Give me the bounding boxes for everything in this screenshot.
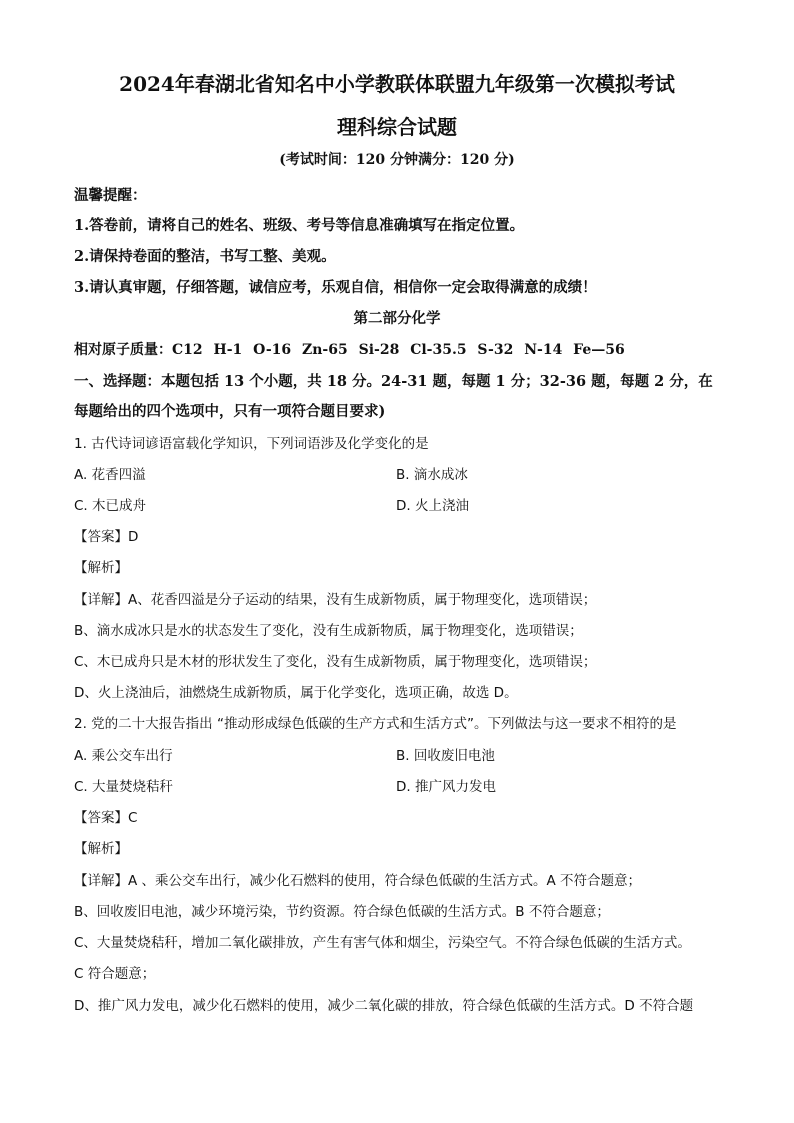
detail-line: 【详解】A 、乘公交车出行，减少化石燃料的使用，符合绿色低碳的生活方式。A 不符合题意；: [74, 873, 642, 889]
detail-line: D、火上浇油后，油燃烧生成新物质，属于化学变化，选项正确，故选 D。: [74, 685, 518, 701]
tip-item: 1.答卷前，请将自己的姓名、班级、考号等信息准确填写在指定位置。: [74, 217, 525, 234]
detail-line: D、推广风力发电，减少化石燃料的使用，减少二氧化碳的排放，符合绿色低碳的生活方式。D 不符合题: [74, 998, 694, 1014]
option-c: C. 木已成舟: [74, 498, 147, 514]
detail-line: C 符合题意；: [74, 966, 156, 982]
exam-title: 2024年春湖北省知名中小学教联体联盟九年级第一次模拟考试: [119, 72, 675, 96]
option-a: A. 乘公交车出行: [74, 748, 173, 764]
tips-heading: 温馨提醒：: [74, 187, 147, 204]
tip-item: 3.请认真审题，仔细答题，诚信应考，乐观自信，相信你一定会取得满意的成绩！: [74, 279, 597, 296]
analysis-label: 【解析】: [74, 560, 128, 576]
option-a: A. 花香四溢: [74, 467, 146, 483]
atomic-mass-line: 相对原子质量：C12 H-1 O-16 Zn-65 Si-28 Cl-35.5 S-32 N-14 Fe—56: [74, 342, 625, 358]
option-b: B. 回收废旧电池: [396, 748, 495, 764]
detail-line: C、大量焚烧秸秆，增加二氧化碳排放，产生有害气体和烟尘，污染空气。不符合绿色低碳的生活方式。: [74, 935, 691, 951]
option-d: D. 推广风力发电: [396, 779, 496, 795]
option-c: C. 大量焚烧秸秆: [74, 779, 174, 795]
detail-line: B、回收废旧电池，减少环境污染，节约资源。符合绿色低碳的生活方式。B 不符合题意；: [74, 904, 610, 920]
detail-line: B、滴水成冰只是水的状态发生了变化，没有生成新物质，属于物理变化，选项错误；: [74, 623, 583, 639]
analysis-label: 【解析】: [74, 841, 128, 857]
part-instructions-line: 一、选择题：本题包括 13 个小题，共 18 分。24-31 题，每题 1 分；32-36 题，每题 2 分，在: [74, 373, 713, 390]
part-instructions-line: 每题给出的四个选项中，只有一项符合题目要求): [74, 403, 386, 420]
answer-line: 【答案】C: [74, 810, 138, 826]
answer-line: 【答案】D: [74, 529, 139, 545]
exam-subtitle: 理科综合试题: [337, 115, 457, 139]
detail-line: 【详解】A、花香四溢是分子运动的结果，没有生成新物质，属于物理变化，选项错误；: [74, 592, 597, 608]
question-stem: 2. 党的二十大报告指出 “推动形成绿色低碳的生产方式和生活方式”。下列做法与这一要求不相符的是: [74, 716, 677, 732]
question-stem: 1. 古代诗词谚语富载化学知识，下列词语涉及化学变化的是: [74, 436, 429, 452]
tip-item: 2.请保持卷面的整洁，书写工整、美观。: [74, 248, 336, 265]
detail-line: C、木已成舟只是木材的形状发生了变化，没有生成新物质，属于物理变化，选项错误；: [74, 654, 597, 670]
option-d: D. 火上浇油: [396, 498, 469, 514]
exam-info: (考试时间：120 分钟满分：120 分): [279, 152, 515, 168]
option-b: B. 滴水成冰: [396, 467, 468, 483]
section-title: 第二部分化学: [353, 310, 441, 327]
